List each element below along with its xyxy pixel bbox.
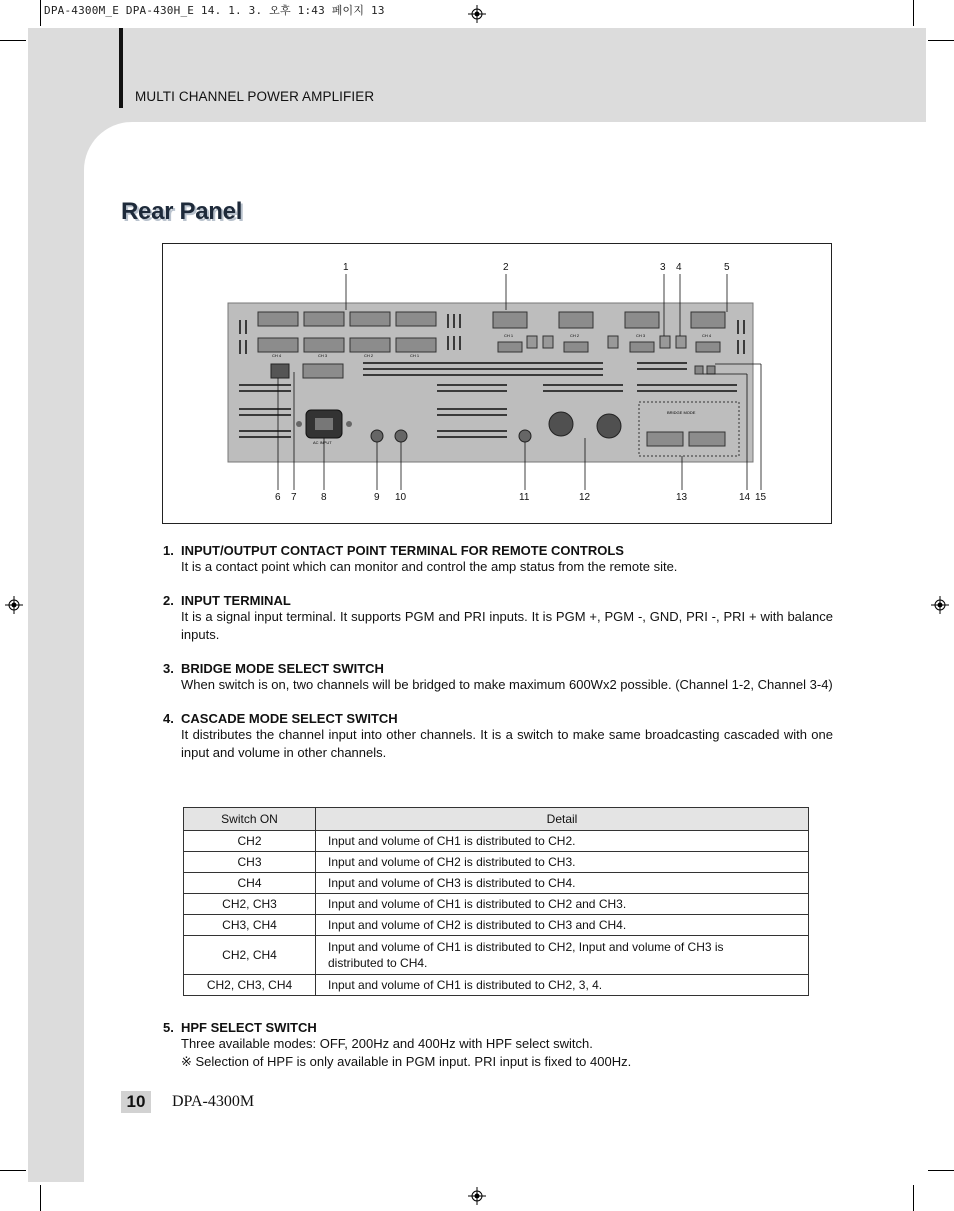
item-list — [163, 543, 833, 779]
hpf-switch — [527, 336, 537, 348]
item-number: 1. — [163, 543, 174, 558]
input-channel-label: CH 4 — [702, 333, 712, 338]
fuse-holder — [371, 430, 383, 442]
table-row — [184, 873, 809, 894]
fuse-holder — [519, 430, 531, 442]
bridge-mode-caption: BRIDGE MODE — [667, 410, 696, 415]
ch-terminal-label: CH 2 — [364, 353, 374, 358]
model-name: DPA-4300M — [172, 1093, 255, 1110]
callout-number: 14 — [739, 492, 751, 503]
item-title: CASCADE MODE SELECT SWITCH — [181, 711, 398, 726]
earth-lift-switch — [707, 366, 715, 374]
item-title: INPUT/OUTPUT CONTACT POINT TERMINAL FOR REMOTE CONTROLS — [181, 543, 624, 558]
column-header: Detail — [316, 808, 809, 831]
table-row — [184, 936, 809, 975]
detail-cell: Input and volume of CH1 is distributed to CH2, 3, 4. — [316, 975, 809, 996]
crop-mark — [913, 1185, 914, 1211]
switch-cell: CH4 — [184, 873, 316, 894]
item-body: It is a signal input terminal. It supports PGM and PRI inputs. It is PGM +, PGM -, GND, PRI -, PRI + with balance inputs. — [181, 609, 833, 642]
ch-terminal-label: CH 4 — [272, 353, 282, 358]
input-channel-label: CH 3 — [636, 333, 646, 338]
table-row — [184, 852, 809, 873]
callout-number: 4 — [676, 262, 682, 273]
crop-mark — [928, 1170, 954, 1171]
bridge-mode-switch — [660, 336, 670, 348]
input-channel-label: CH 1 — [504, 333, 514, 338]
rs485-terminal — [303, 364, 343, 378]
switch-cell: CH2, CH4 — [184, 936, 316, 975]
cooling-fan — [597, 414, 621, 438]
crop-mark — [0, 40, 26, 41]
item-body: It distributes the channel input into other channels. It is a switch to make same broadcasting cascaded with one input and volume in other channels. — [181, 727, 833, 760]
item-number: 5. — [163, 1020, 174, 1035]
header-bar — [119, 28, 123, 108]
item-body: Three available modes: OFF, 200Hz and 400Hz with HPF select switch. — [181, 1036, 593, 1051]
list-item — [163, 661, 833, 694]
item-body: It is a contact point which can monitor and control the amp status from the remote site. — [181, 559, 678, 574]
section-title: Rear Panel — [121, 198, 243, 225]
detail-cell: Input and volume of CH2 is distributed to CH3. — [316, 852, 809, 873]
item-note: ※ Selection of HPF is only available in PGM input. PRI input is fixed to 400Hz. — [181, 1054, 632, 1069]
item-title: HPF SELECT SWITCH — [181, 1020, 317, 1035]
callout-number: 15 — [755, 492, 767, 503]
header-title: MULTI CHANNEL POWER AMPLIFIER — [135, 89, 375, 104]
table-row — [184, 831, 809, 852]
print-slug: DPA-4300M_E DPA-430H_E 14. 1. 3. 오후 1:43 페이지 13 — [44, 4, 385, 17]
list-item — [163, 593, 833, 644]
item-body: When switch is on, two channels will be bridged to make maximum 600Wx2 possible. (Channel 1-2, Channel 3-4) — [181, 677, 833, 692]
item-number: 3. — [163, 661, 174, 676]
detail-cell: Input and volume of CH1 is distributed to CH2 and CH3. — [316, 894, 809, 915]
callout-number: 10 — [395, 492, 407, 503]
switch-cell: CH2, CH3 — [184, 894, 316, 915]
cascade-mode-table — [183, 807, 809, 996]
registration-mark-icon — [5, 596, 23, 614]
list-item — [163, 711, 833, 762]
switch-cell: CH2, CH3, CH4 — [184, 975, 316, 996]
table-row — [184, 975, 809, 996]
column-header: Switch ON — [184, 808, 316, 831]
callout-number: 3 — [660, 262, 666, 273]
detail-cell: Input and volume of CH1 is distributed to CH2. — [316, 831, 809, 852]
detail-cell: Input and volume of CH2 is distributed to CH3 and CH4. — [316, 915, 809, 936]
callout-number: 13 — [676, 492, 688, 503]
input-channel-label: CH 2 — [570, 333, 580, 338]
callout-number: 9 — [374, 492, 380, 503]
item-number: 4. — [163, 711, 174, 726]
ground-terminal — [695, 366, 703, 374]
callout-number: 5 — [724, 262, 730, 273]
rj45-port — [271, 364, 289, 378]
detail-cell: Input and volume of CH1 is distributed to CH2, Input and volume of CH3 is distributed to CH4. — [316, 936, 809, 975]
callout-number: 11 — [519, 492, 530, 503]
crop-mark — [40, 0, 41, 26]
crop-mark — [40, 1185, 41, 1211]
crop-mark — [913, 0, 914, 26]
ch-terminal-label: CH 1 — [410, 353, 420, 358]
item-list — [163, 1020, 833, 1088]
detail-cell: Input and volume of CH3 is distributed to CH4. — [316, 873, 809, 894]
callout-number: 6 — [275, 492, 281, 503]
cascade-mode-switch — [676, 336, 686, 348]
page-number: 10 — [121, 1091, 151, 1113]
cooling-fan — [549, 412, 573, 436]
registration-mark-icon — [468, 1187, 486, 1205]
item-title: BRIDGE MODE SELECT SWITCH — [181, 661, 384, 676]
switch-cell: CH3 — [184, 852, 316, 873]
fuse-holder — [395, 430, 407, 442]
crop-mark — [0, 1170, 26, 1171]
list-item — [163, 1020, 833, 1071]
registration-mark-icon — [468, 5, 486, 23]
list-item — [163, 543, 833, 576]
crop-mark — [928, 40, 954, 41]
table-row — [184, 894, 809, 915]
switch-cell: CH2 — [184, 831, 316, 852]
ac-inlet-caption: AC INPUT — [313, 440, 332, 445]
switch-cell: CH3, CH4 — [184, 915, 316, 936]
table-row — [184, 915, 809, 936]
hpf-switch — [608, 336, 618, 348]
callout-number: 2 — [503, 262, 509, 273]
hpf-switch — [543, 336, 553, 348]
item-number: 2. — [163, 593, 174, 608]
rear-panel-figure — [162, 243, 832, 524]
table-header-row — [184, 808, 809, 831]
registration-mark-icon — [931, 596, 949, 614]
item-title: INPUT TERMINAL — [181, 593, 291, 608]
callout-number: 7 — [291, 492, 297, 503]
ch-terminal-label: CH 3 — [318, 353, 328, 358]
callout-number: 8 — [321, 492, 327, 503]
callout-number: 12 — [579, 492, 591, 503]
rear-panel-drawing — [163, 244, 830, 522]
callout-number: 1 — [343, 262, 349, 273]
